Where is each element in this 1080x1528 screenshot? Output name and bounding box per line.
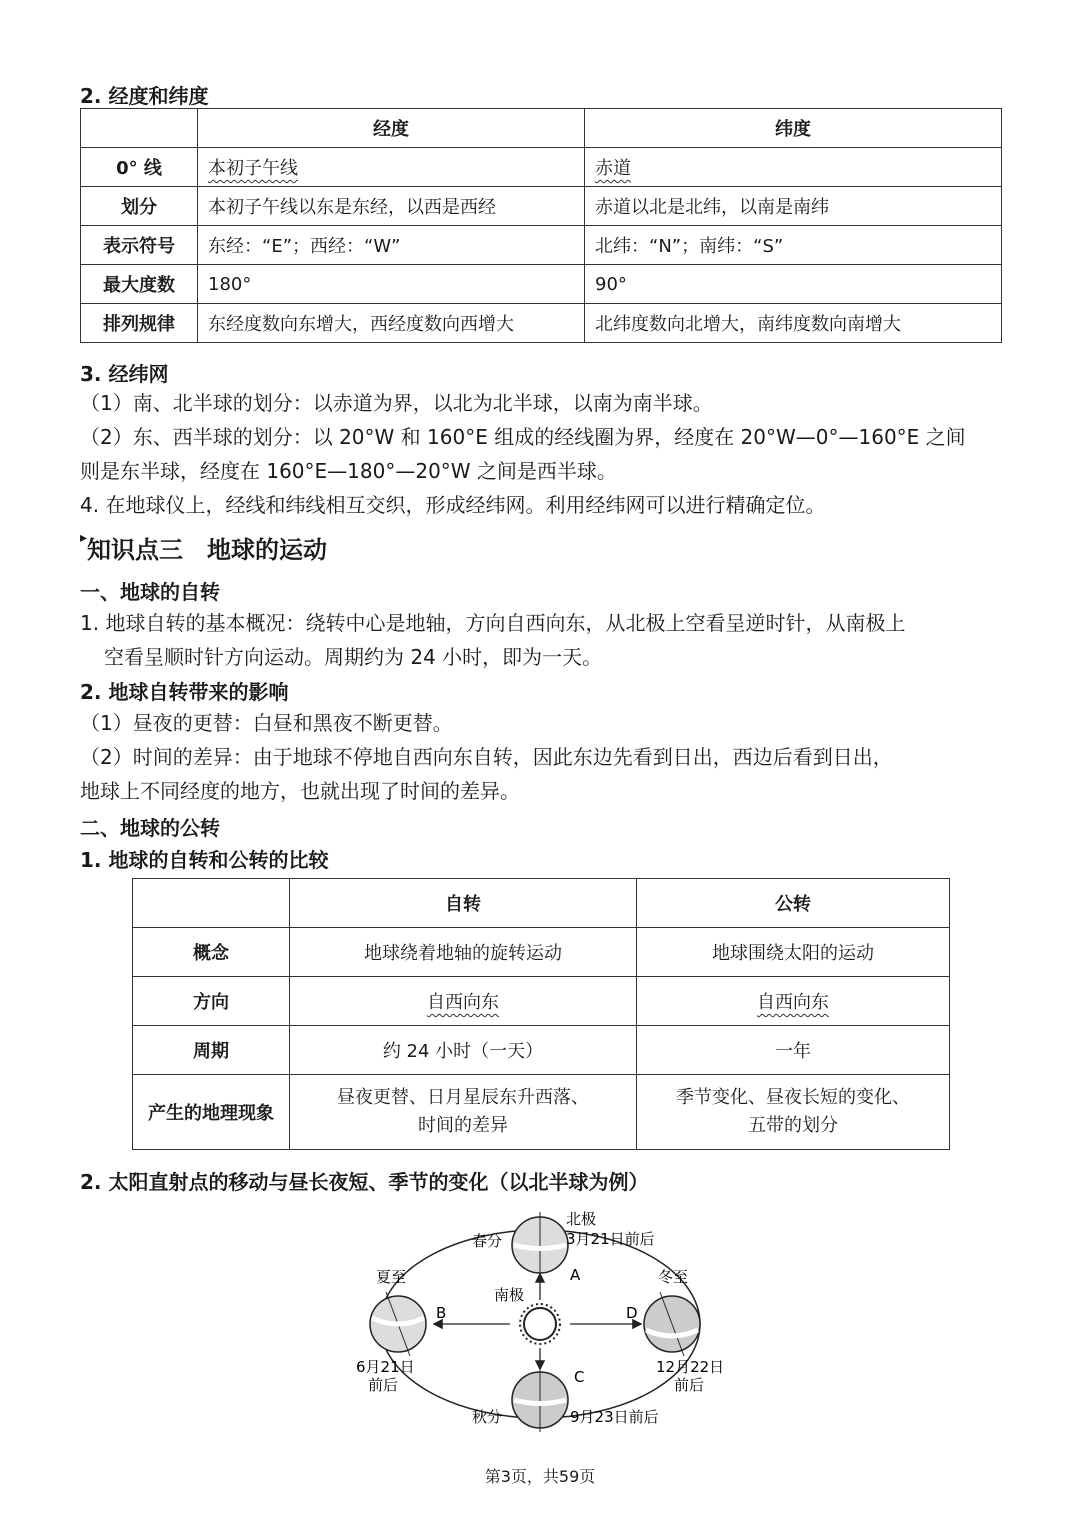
cell-lon-text: 本初子午线 <box>208 158 298 179</box>
paragraph-hemisphere-ns: （1）南、北半球的划分：以赤道为界，以北为北半球，以南为南半球。 <box>80 391 713 415</box>
label-dec22: 12月22日 <box>656 1358 725 1376</box>
cell-revolution <box>637 977 950 1026</box>
row-label: 排列规律 <box>81 304 198 343</box>
diagram-title: 2. 太阳直射点的移动与昼长夜短、季节的变化（以北半球为例） <box>80 1170 649 1194</box>
table-row <box>81 187 1002 226</box>
cell-revolution: 一年 <box>637 1026 950 1075</box>
table-header-revolution: 公转 <box>637 879 950 928</box>
table-row <box>133 1075 950 1150</box>
table-row <box>81 265 1002 304</box>
label-jun21: 6月21日 <box>356 1358 415 1376</box>
cell-rotation: 约 24 小时（一天） <box>290 1026 637 1075</box>
bullet-icon: ▸ <box>80 530 88 546</box>
row-label: 周期 <box>133 1026 290 1075</box>
table-header-lon: 经度 <box>198 109 585 148</box>
cell-lon: 本初子午线以东是东经，以西是西经 <box>198 187 585 226</box>
table-row <box>81 226 1002 265</box>
cell-rotation <box>290 1075 637 1150</box>
subsection-title-rotation: 一、地球的自转 <box>80 580 220 604</box>
cell-line: 时间的差异 <box>418 1115 508 1136</box>
cell-lon <box>198 148 585 187</box>
cell-lat: 北纬：“N”；南纬：“S” <box>585 226 1002 265</box>
cell-line: 昼夜更替、日月星辰东升西落、 <box>337 1087 589 1108</box>
label-dec-front: 前后 <box>674 1376 705 1394</box>
row-label: 概念 <box>133 928 290 977</box>
row-label: 表示符号 <box>81 226 198 265</box>
section-title-grid: 3. 经纬网 <box>80 362 169 386</box>
label-south-pole: 南极 <box>494 1286 525 1304</box>
table-header-rotation: 自转 <box>290 879 637 928</box>
row-label: 划分 <box>81 187 198 226</box>
earth-winter-icon <box>644 1292 700 1356</box>
cell-revolution <box>637 1075 950 1150</box>
label-D: D <box>626 1304 638 1322</box>
label-A: A <box>570 1266 581 1284</box>
cell-line: 季节变化、昼夜长短的变化、 <box>676 1087 910 1108</box>
label-spring: 春分 <box>472 1232 503 1250</box>
label-C: C <box>574 1368 585 1386</box>
orbit-diagram <box>340 1200 740 1440</box>
paragraph-hemisphere-ew-1: （2）东、西半球的划分：以 20°W 和 160°E 组成的经线圈为界，经度在 20°W—0°—160°E 之间 <box>80 425 966 449</box>
rotation-effect-2b: 地球上不同经度的地方，也就出现了时间的差异。 <box>80 779 520 803</box>
table-header-lat: 纬度 <box>585 109 1002 148</box>
sun-icon <box>520 1304 560 1344</box>
table-row <box>133 928 950 977</box>
cell-lat: 90° <box>585 265 1002 304</box>
page-footer: 第3页，共59页 <box>484 1467 596 1486</box>
label-sep23: 9月23日前后 <box>570 1408 659 1426</box>
label-B: B <box>436 1304 447 1322</box>
earth-spring-icon <box>512 1212 568 1278</box>
cell-lat-text: 赤道 <box>595 158 631 179</box>
cell-rotation: 地球绕着地轴的旋转运动 <box>290 928 637 977</box>
rotation-effect-1: （1）昼夜的更替：白昼和黑夜不断更替。 <box>80 711 453 735</box>
cell-lon: 东经度数向东增大，西经度数向西增大 <box>198 304 585 343</box>
row-label: 最大度数 <box>81 265 198 304</box>
label-jun-front: 前后 <box>368 1376 399 1394</box>
rotation-overview-2: 空看呈顺时针方向运动。周期约为 24 小时，即为一天。 <box>104 645 603 669</box>
table-row <box>81 304 1002 343</box>
table-header-empty <box>81 109 198 148</box>
paragraph-graticule: 4. 在地球仪上，经线和纬线相互交织，形成经纬网。利用经纬网可以进行精确定位。 <box>80 493 826 517</box>
table-row <box>81 148 1002 187</box>
label-summer: 夏至 <box>376 1268 407 1286</box>
cell-line: 五带的划分 <box>748 1115 838 1136</box>
knowledge-point-text: 知识点三 地球的运动 <box>87 536 328 564</box>
label-winter: 冬至 <box>658 1268 689 1286</box>
section-title-lon-lat: 2. 经度和纬度 <box>80 84 209 108</box>
rotation-effect-2a: （2）时间的差异：由于地球不停地自西向东自转，因此东边先看到日出，西边后看到日出， <box>80 745 893 769</box>
table-header-empty <box>133 879 290 928</box>
earth-summer-icon <box>370 1292 426 1356</box>
table-row <box>133 1026 950 1075</box>
cell-rotation <box>290 977 637 1026</box>
cell-lat <box>585 148 1002 187</box>
row-label: 方向 <box>133 977 290 1026</box>
cell-rotation-text: 自西向东 <box>427 992 499 1013</box>
label-mar21: 3月21日前后 <box>566 1230 655 1248</box>
cell-lon: 180° <box>198 265 585 304</box>
knowledge-point-title <box>80 530 1005 565</box>
cell-revolution: 地球围绕太阳的运动 <box>637 928 950 977</box>
paragraph-hemisphere-ew-2: 则是东半球，经度在 160°E—180°—20°W 之间是西半球。 <box>80 459 617 483</box>
row-label: 0° 线 <box>81 148 198 187</box>
comparison-title: 1. 地球的自转和公转的比较 <box>80 848 329 872</box>
cell-lat: 赤道以北是北纬，以南是南纬 <box>585 187 1002 226</box>
table-row <box>133 977 950 1026</box>
lon-lat-table <box>80 108 1002 343</box>
cell-revolution-text: 自西向东 <box>757 992 829 1013</box>
label-north-pole: 北极 <box>566 1210 597 1228</box>
rotation-revolution-table <box>132 878 950 1150</box>
cell-lat: 北纬度数向北增大，南纬度数向南增大 <box>585 304 1002 343</box>
label-autumn: 秋分 <box>472 1408 503 1426</box>
rotation-overview-1: 1. 地球自转的基本概况：绕转中心是地轴，方向自西向东，从北极上空看呈逆时针，从南极上 <box>80 611 906 635</box>
earth-autumn-icon <box>512 1368 568 1432</box>
row-label: 产生的地理现象 <box>133 1075 290 1150</box>
cell-lon: 东经：“E”；西经：“W” <box>198 226 585 265</box>
rotation-effects-title: 2. 地球自转带来的影响 <box>80 680 289 704</box>
subsection-title-revolution: 二、地球的公转 <box>80 816 220 840</box>
